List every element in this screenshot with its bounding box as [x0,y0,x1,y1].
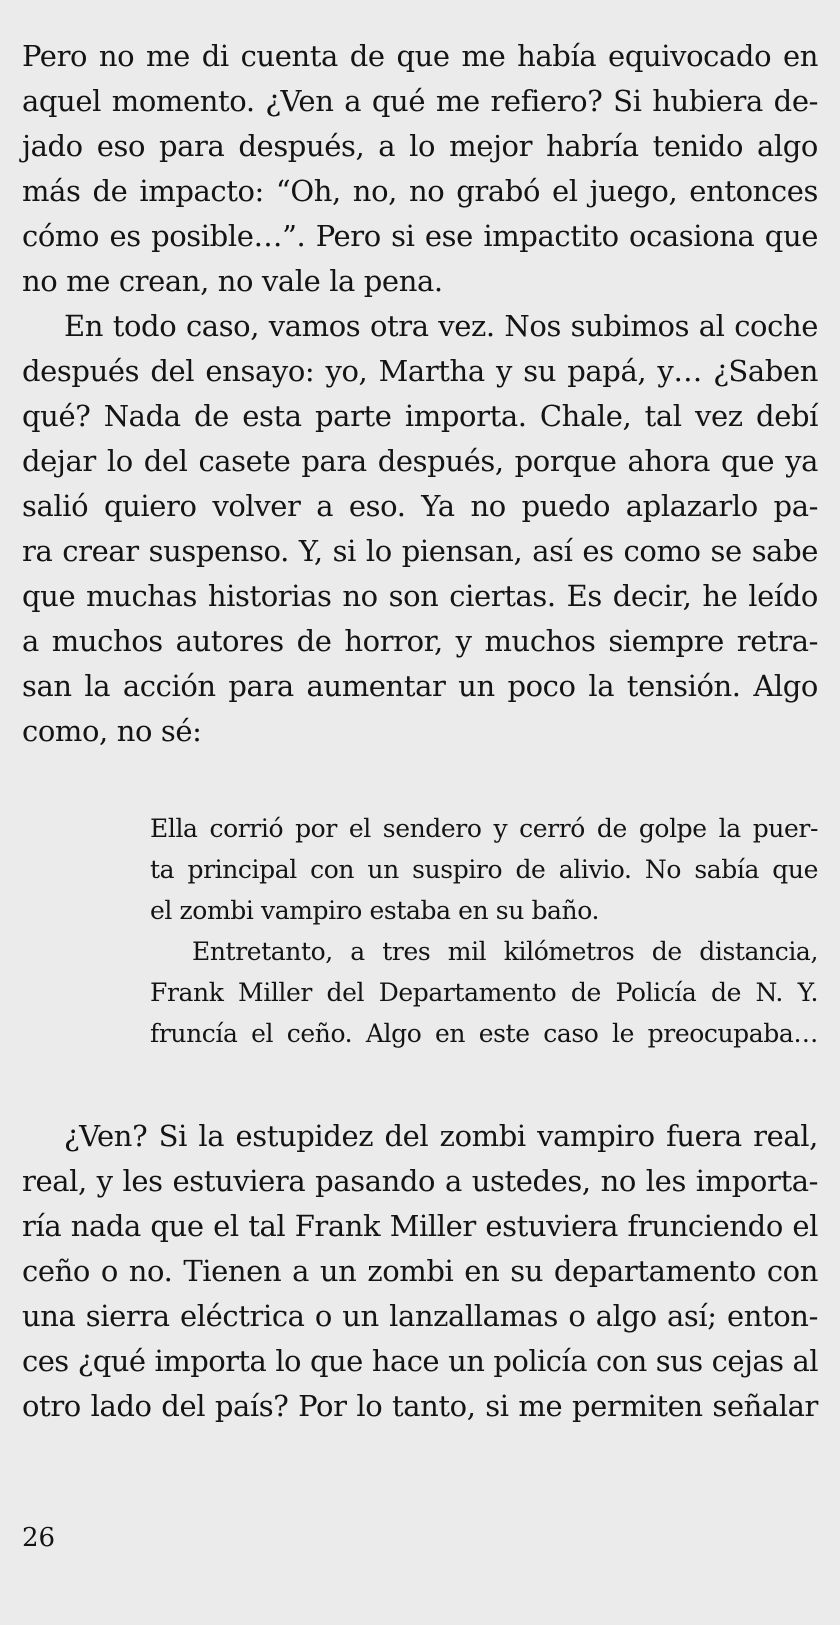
text-line: como, no sé: [22,714,202,748]
text-line: que muchas historias no son ciertas. Es decir, he leído [22,579,818,613]
quote-line: fruncía el ceño. Algo en este caso le preocupaba… [150,1019,818,1048]
text-line: a muchos autores de horror, y muchos siempre retra- [22,624,818,658]
text-line: ría nada que el tal Frank Miller estuviera frunciendo el [22,1209,818,1243]
text-line: jado eso para después, a lo mejor habría tenido algo [22,129,818,163]
text-line: real, y les estuviera pasando a ustedes, no les importa- [22,1164,818,1198]
text-line: otro lado del país? Por lo tanto, si me permiten señalar [22,1389,818,1423]
text-line: salió quiero volver a eso. Ya no puedo aplazarlo pa- [22,489,818,523]
quote-line: el zombi vampiro estaba en su baño. [150,896,600,925]
text-line: san la acción para aumentar un poco la tensión. Algo [22,669,818,703]
text-line: una sierra eléctrica o un lanzallamas o algo así; enton- [22,1299,818,1333]
text-line: cómo es posible…”. Pero si ese impactito ocasiona que [22,219,818,253]
quote-line: Frank Miller del Departamento de Policía de N. Y. [150,978,818,1007]
text-line: dejar lo del casete para después, porque ahora que ya [22,444,818,478]
text-line: aquel momento. ¿Ven a qué me refiero? Si hubiera de- [22,84,818,118]
text-line: más de impacto: “Oh, no, no grabó el juego, entonces [22,174,818,208]
text-line: después del ensayo: yo, Martha y su papá, y… ¿Saben [22,354,818,388]
text-line: qué? Nada de esta parte importa. Chale, tal vez debí [22,399,818,433]
quote-line: Entretanto, a tres mil kilómetros de distancia, [192,937,818,966]
paragraph-block-1 [22,34,818,754]
quote-line: Ella corrió por el sendero y cerró de golpe la puer- [150,814,818,843]
text-line: ceño o no. Tienen a un zombi en su departamento con [22,1254,818,1288]
text-line: no me crean, no vale la pena. [22,264,443,298]
text-line: ces ¿qué importa lo que hace un policía con sus cejas al [22,1344,818,1378]
quote-line: ta principal con un suspiro de alivio. No sabía que [150,855,818,884]
page-number: 26 [22,1523,56,1553]
text-line: ¿Ven? Si la estupidez del zombi vampiro fuera real, [64,1119,818,1153]
text-line: Pero no me di cuenta de que me había equivocado en [22,39,818,73]
text-line: En todo caso, vamos otra vez. Nos subimos al coche [64,309,818,343]
text-line: ra crear suspenso. Y, si lo piensan, así es como se sabe [22,534,818,568]
block-quote [150,808,818,1054]
paragraph-block-3 [22,1114,818,1429]
